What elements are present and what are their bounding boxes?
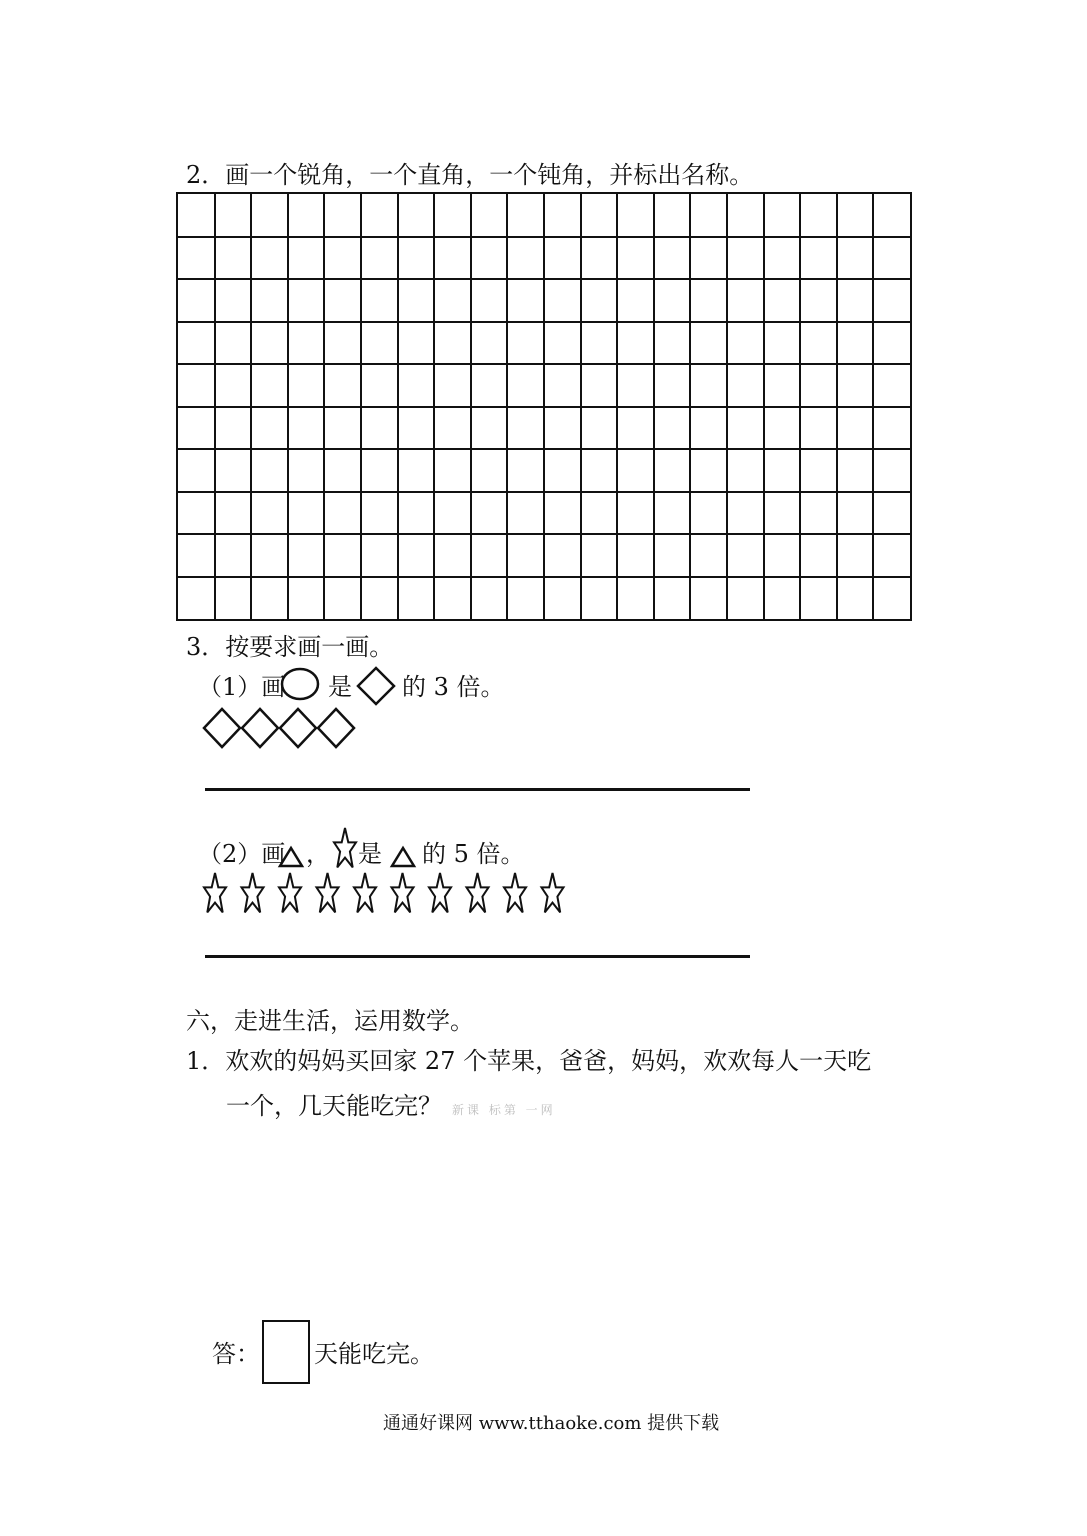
star-icon	[392, 873, 414, 912]
answer-label: 答：	[212, 1340, 260, 1368]
answer-box[interactable]	[262, 1320, 310, 1384]
answer-line-1[interactable]	[205, 788, 750, 791]
triangle-icon	[278, 846, 304, 868]
grid-line-horizontal	[178, 448, 910, 450]
diamond-icon	[318, 709, 354, 747]
drawing-grid[interactable]	[176, 192, 912, 621]
grid-line-horizontal	[178, 406, 910, 408]
star-icon	[429, 873, 451, 912]
star-row	[202, 872, 572, 914]
grid-line-horizontal	[178, 491, 910, 493]
q3-part2-suffix: 的 5 倍。	[422, 840, 525, 868]
diamond-icon	[204, 709, 240, 747]
answer-suffix: 天能吃完。	[314, 1340, 434, 1368]
diamond-icon	[356, 666, 396, 706]
footer-text: 通通好课网 www.tthaoke.com 提供下载	[383, 1413, 720, 1434]
grid-line-horizontal	[178, 363, 910, 365]
diamond-icon	[242, 709, 278, 747]
diamond-icon	[280, 709, 316, 747]
star-icon	[542, 873, 564, 912]
grid-line-horizontal	[178, 533, 910, 535]
star-icon	[467, 873, 489, 912]
q3-part2-mid: 是	[358, 840, 382, 868]
q3-part1-prefix: （1）画	[198, 673, 286, 701]
star-icon	[204, 873, 226, 912]
star-icon	[504, 873, 526, 912]
q3-part1-mid: 是	[328, 673, 352, 701]
triangle-icon	[390, 846, 416, 868]
q3-part2-comma: ，	[306, 840, 330, 868]
watermark: 新课 标第 一网	[452, 1103, 556, 1117]
section-6-title: 六，走进生活，运用数学。	[186, 1007, 474, 1035]
answer-line-2[interactable]	[205, 955, 750, 958]
grid-line-horizontal	[178, 236, 910, 238]
grid-line-horizontal	[178, 576, 910, 578]
problem-1-line-1: 1．欢欢的妈妈买回家 27 个苹果，爸爸，妈妈，欢欢每人一天吃	[186, 1047, 872, 1075]
diamond-row	[202, 707, 362, 749]
q3-part2-prefix: （2）画	[198, 840, 286, 868]
star-icon	[317, 873, 339, 912]
star-icon	[332, 827, 358, 869]
star-icon	[354, 873, 376, 912]
grid-line-horizontal	[178, 278, 910, 280]
star-icon	[279, 873, 301, 912]
star-icon	[242, 873, 264, 912]
q2-text: 2．画一个锐角，一个直角，一个钝角，并标出名称。	[186, 161, 754, 189]
problem-1-line-2: 一个，几天能吃完？	[226, 1092, 442, 1120]
q3-title: 3．按要求画一画。	[186, 633, 394, 661]
circle-icon	[280, 667, 320, 701]
grid-line-horizontal	[178, 321, 910, 323]
q3-part1-suffix: 的 3 倍。	[402, 673, 505, 701]
